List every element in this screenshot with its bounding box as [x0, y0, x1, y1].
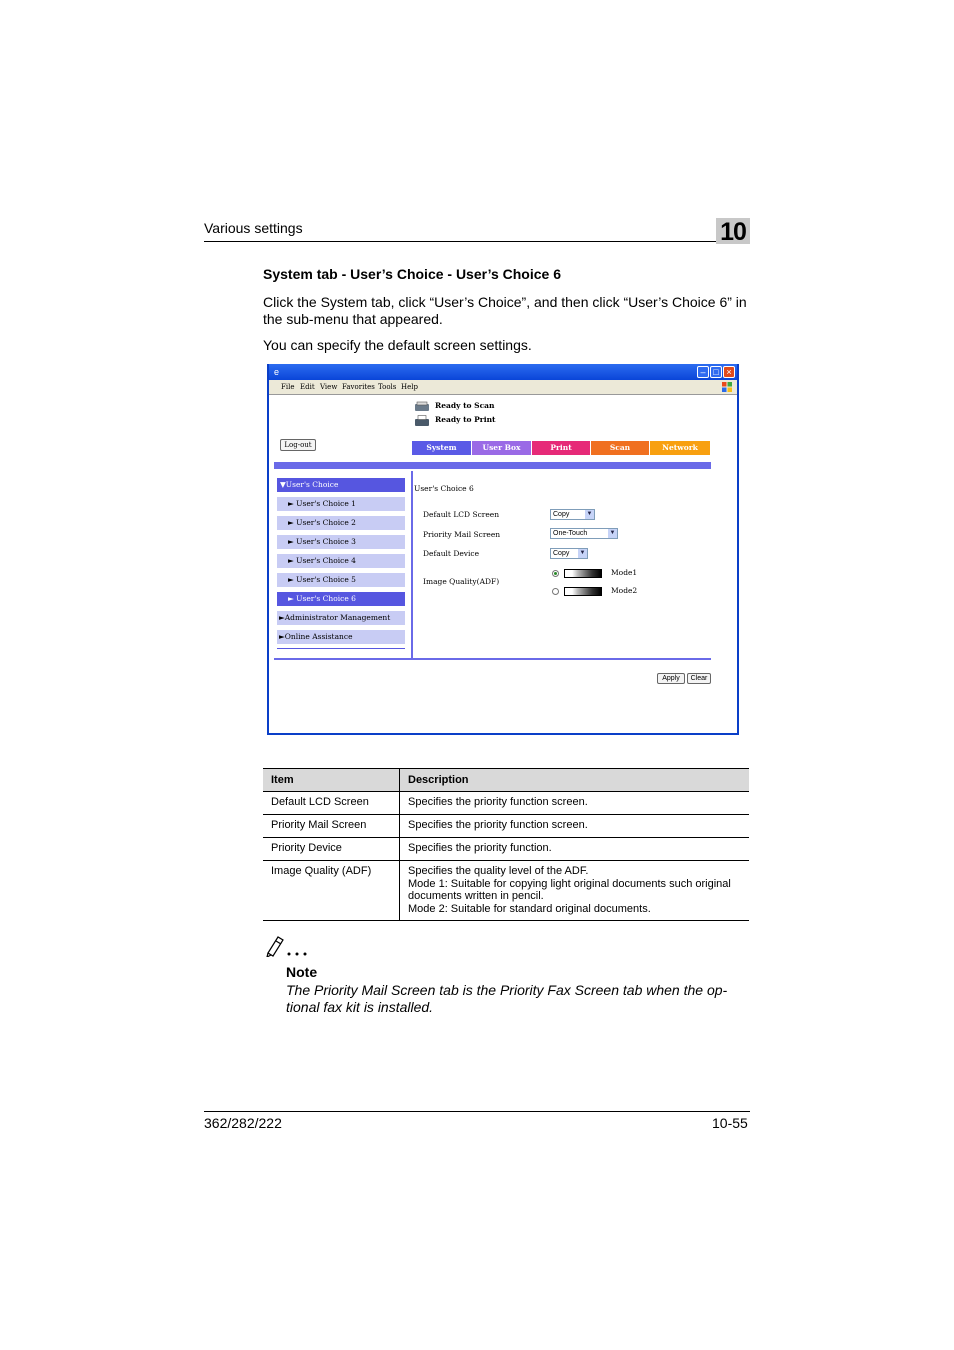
tab-underline — [274, 462, 711, 469]
priority-mail-screen-value: One-Touch — [553, 530, 588, 537]
running-header: Various settings — [204, 220, 303, 236]
mode1-radio[interactable] — [552, 570, 559, 577]
section-title: System tab - User’s Choice - User’s Choice 6 — [263, 266, 561, 282]
table-header-row — [263, 769, 749, 792]
window-titlebar — [269, 364, 737, 380]
cell-item: Priority Device — [263, 838, 400, 861]
status-ready-print: Ready to Print — [435, 415, 496, 424]
footer-rule — [204, 1111, 750, 1112]
label-image-quality-adf: Image Quality(ADF) — [423, 577, 500, 586]
chevron-down-icon: ▼ — [609, 530, 616, 536]
cell-description: Specifies the priority function screen. — [400, 792, 750, 815]
settings-table — [263, 768, 749, 921]
content-border — [269, 394, 737, 395]
scanner-icon — [414, 400, 430, 412]
sidebar-users-choice-4[interactable]: ► User's Choice 4 — [277, 554, 405, 568]
table-row — [263, 838, 749, 861]
cell-description: Specifies the priority function. — [400, 838, 750, 861]
menu-view[interactable]: View — [320, 383, 338, 391]
sidebar-users-choice-1[interactable]: ► User's Choice 1 — [277, 497, 405, 511]
default-device-select[interactable] — [550, 548, 588, 559]
instruction-paragraph: Click the System tab, click “User’s Choice”, and then click “User’s Choice 6” in the sub-menu that appeared. — [263, 294, 747, 327]
mode2-label: Mode2 — [611, 586, 638, 595]
priority-mail-screen-select[interactable] — [550, 528, 618, 539]
table-row — [263, 792, 749, 815]
mode2-radio[interactable] — [552, 588, 559, 595]
menu-help[interactable]: Help — [401, 383, 418, 391]
description-line: Mode 1: Suitable for copying light original documents such original documents written in pencil. — [408, 877, 731, 902]
mode1-label: Mode1 — [611, 568, 638, 577]
sidebar-bottom-rule — [277, 648, 405, 649]
clear-button[interactable]: Clear — [687, 673, 711, 684]
status-ready-scan: Ready to Scan — [435, 401, 495, 410]
minimize-icon[interactable]: – — [697, 366, 709, 378]
mode1-quality-swatch — [564, 569, 602, 578]
column-header-description: Description — [400, 769, 750, 792]
close-icon[interactable]: × — [723, 366, 735, 378]
browser-window-screenshot — [267, 364, 739, 735]
mode2-quality-swatch — [564, 587, 602, 596]
cell-item: Image Quality (ADF) — [263, 861, 400, 921]
sidebar-administrator-management[interactable]: ►Administrator Management — [277, 611, 405, 625]
ie-icon: e — [274, 367, 280, 377]
sidebar-users-choice-2[interactable]: ► User's Choice 2 — [277, 516, 405, 530]
tab-print[interactable]: Print — [532, 441, 590, 455]
tab-user-box[interactable]: User Box — [472, 441, 531, 455]
tab-scan[interactable]: Scan — [591, 441, 649, 455]
label-priority-mail-screen: Priority Mail Screen — [423, 530, 501, 539]
header-rule — [204, 241, 716, 242]
windows-logo-icon — [721, 381, 733, 393]
default-device-value: Copy — [553, 550, 570, 557]
cell-description — [400, 861, 750, 921]
chevron-down-icon: ▼ — [586, 511, 593, 517]
menu-bar — [269, 380, 737, 394]
footer-model: 362/282/222 — [204, 1115, 282, 1131]
note-text: The Priority Mail Screen tab is the Priority Fax Screen tab when the op- tional fax kit is installed. — [286, 982, 728, 1015]
table-row — [263, 861, 749, 921]
table-row — [263, 815, 749, 838]
panel-title: User's Choice 6 — [414, 484, 474, 493]
description-line: Mode 2: Suitable for standard original documents. — [408, 902, 651, 915]
sidebar-users-choice-6[interactable]: ► User's Choice 6 — [277, 592, 405, 606]
sidebar-users-choice[interactable]: ▼User's Choice — [277, 478, 405, 492]
pencil-note-icon — [264, 933, 310, 957]
chapter-number: 10 — [716, 218, 750, 244]
default-lcd-screen-select[interactable] — [550, 509, 595, 520]
label-default-device: Default Device — [423, 549, 480, 558]
default-lcd-screen-value: Copy — [553, 511, 570, 518]
apply-button[interactable]: Apply — [657, 673, 685, 684]
footer-page-number: 10-55 — [712, 1115, 748, 1131]
description-line: Specifies the quality level of the ADF. — [408, 865, 589, 877]
column-header-item: Item — [263, 769, 400, 792]
logout-button[interactable]: Log-out — [280, 439, 316, 451]
maximize-icon[interactable]: □ — [710, 366, 722, 378]
cell-description: Specifies the priority function screen. — [400, 815, 750, 838]
panel-divider — [411, 471, 413, 659]
label-default-lcd-screen: Default LCD Screen — [423, 510, 500, 519]
sidebar-online-assistance[interactable]: ►Online Assistance — [277, 630, 405, 644]
panel-bottom-rule — [274, 658, 711, 660]
note-title: Note — [286, 964, 318, 980]
tab-system[interactable]: System — [412, 441, 471, 455]
menu-tools[interactable]: Tools — [378, 383, 397, 391]
chevron-down-icon: ▼ — [579, 550, 586, 556]
tab-network[interactable]: Network — [650, 441, 710, 455]
menu-edit[interactable]: Edit — [300, 383, 315, 391]
menu-favorites[interactable]: Favorites — [342, 383, 375, 391]
cell-item: Default LCD Screen — [263, 792, 400, 815]
sidebar-users-choice-3[interactable]: ► User's Choice 3 — [277, 535, 405, 549]
description-paragraph: You can specify the default screen settings. — [263, 337, 532, 353]
menu-file[interactable]: File — [281, 383, 295, 391]
printer-icon — [414, 414, 430, 426]
cell-item: Priority Mail Screen — [263, 815, 400, 838]
sidebar-users-choice-5[interactable]: ► User's Choice 5 — [277, 573, 405, 587]
